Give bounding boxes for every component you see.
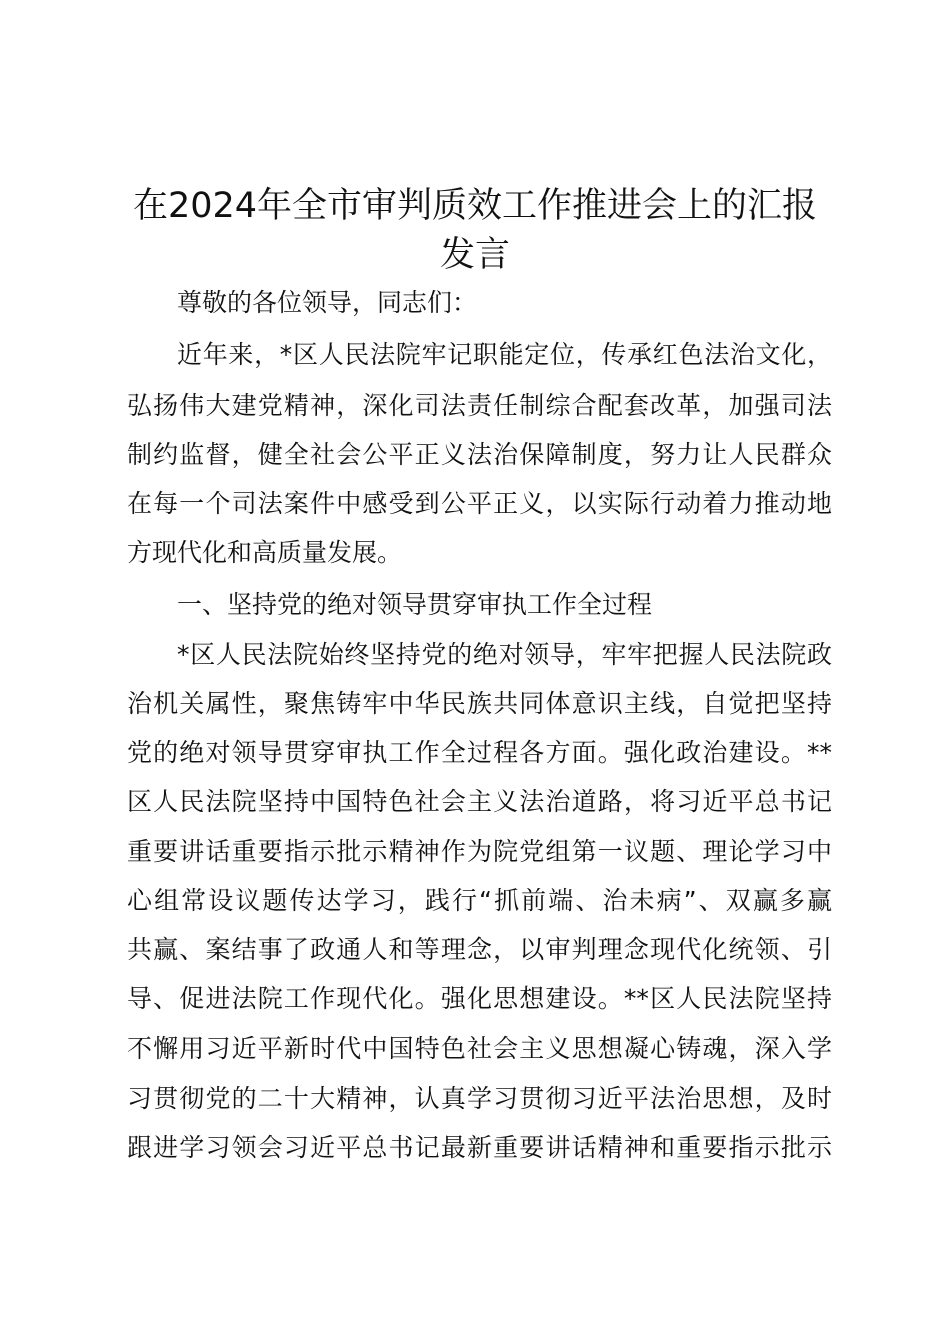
salutation: 尊敬的各位领导，同志们： [177,288,478,317]
paragraph-2-line: 区人民法院坚持中国特色社会主义法治道路，将习近平总书记 [127,787,832,816]
paragraph-2-line: 习贯彻党的二十大精神，认真学习贯彻习近平法治思想，及时 [127,1084,832,1113]
paragraph-1-line: 在每一个司法案件中感受到公平正义，以实际行动着力推动地 [127,489,832,518]
paragraph-2-line: 党的绝对领导贯穿审执工作全过程各方面。强化政治建设。** [127,738,832,767]
paragraph-2-line: 跟进学习领会习近平总书记最新重要讲话精神和重要指示批示 [127,1133,832,1162]
document-title-line-1: 在2024年全市审判质效工作推进会上的汇报 [132,186,818,226]
paragraph-2-line: 共赢、案结事了政通人和等理念，以审判理念现代化统领、引 [127,935,832,964]
paragraph-2-line: 治机关属性，聚焦铸牢中华民族共同体意识主线，自觉把坚持 [127,689,832,718]
paragraph-2-line: 导、促进法院工作现代化。强化思想建设。**区人民法院坚持 [127,984,832,1013]
paragraph-2-line: 心组常设议题传达学习，践行“抓前端、治未病”、双赢多赢 [127,886,832,915]
paragraph-1-line: 方现代化和高质量发展。 [127,538,403,567]
paragraph-1-line: 制约监督，健全社会公平正义法治保障制度，努力让人民群众 [127,440,832,469]
paragraph-2-line: 重要讲话重要指示批示精神作为院党组第一议题、理论学习中 [127,837,832,866]
section-1-heading: 一、坚持党的绝对领导贯穿审执工作全过程 [177,590,653,619]
document-title-line-2: 发言 [439,235,510,275]
paragraph-2-line: 不懈用习近平新时代中国特色社会主义思想凝心铸魂，深入学 [127,1034,832,1063]
paragraph-1-line: 弘扬伟大建党精神，深化司法责任制综合配套改革，加强司法 [127,391,832,420]
paragraph-1-line: 近年来，*区人民法院牢记职能定位，传承红色法治文化， [177,340,832,369]
paragraph-2-line: *区人民法院始终坚持党的绝对领导，牢牢把握人民法院政 [177,640,832,669]
